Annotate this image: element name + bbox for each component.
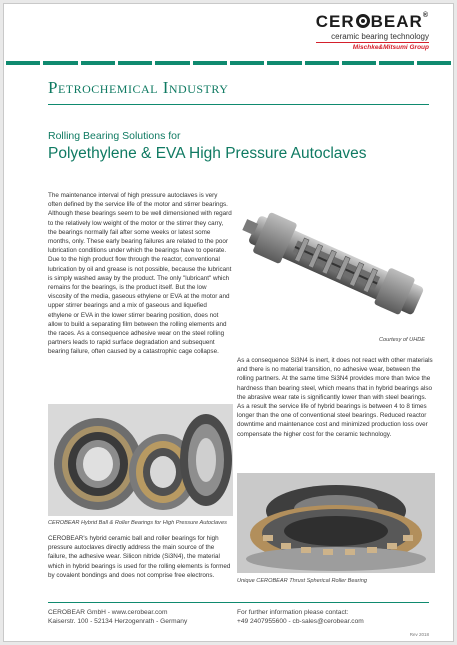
paragraph-hybrid-bearings: CEROBEAR's hybrid ceramic ball and roller bearings for high pressure autoclaves directly address the main source of the failure, the adhesive wear. Silicon nitride (Si3N4), the material which in hybrid bearings is used for the rolling elements is formed by covalent bondings and does not comprise free electrons. [48,535,231,579]
logo-group-name: Mischke&Mitsumi Group [316,42,429,51]
logo-wordmark: CER BEAR® [315,12,429,31]
section-title: Petrochemical Industry [48,78,229,97]
footer-contact [237,608,364,626]
cerobear-logo [316,12,429,51]
hybrid-bearings-image [48,404,233,516]
paragraph-intro: The maintenance interval of high pressure autoclaves is very often defined by the service life of the motor and stirrer bearings. Although these bearings seem to be well dimensioned with regard to the relatively low weight of the motor or the stirrer they carry, the bearings normally fail after some weeks or latest some months, only. These early bearing failures are related to the poor lubrication conditions under which the bearings have to operate. Due to the high product flow through the reactor, conventional lubrication by oil and grease is not possible, because the lubricant is simply washed away by the product. The only "lubricant" which remains for the bearings, is the product itself. But the low viscosity of the media, gaseous ethylene or EVA at the motor and upper stirrer bearings and a mix of gaseous and liquefied ethylene or EVA in the lower stirrer bearing position, does not allow to build a separating film between the rolling elements and the races. As a consequence adhesive wear on the steel rolling partners leads to rapid surface degradation and subsequent bearing failure, often caused by a catastrophic cage collapse. [48,192,232,356]
footer-contact-info: +49 2407955600 - cb-sales@cerobear.com [237,618,364,625]
thrust-image-caption: Unique CEROBEAR Thrust Spherical Roller Bearing [237,578,367,584]
datasheet-page [3,3,454,642]
footer-divider [48,602,429,603]
document-number: Rev 2018 [409,632,429,637]
footer-company [48,608,187,626]
logo-bearing-icon [356,14,370,28]
bearings-image-caption: CEROBEAR Hybrid Ball & Roller Bearings for High Pressure Autoclaves [48,520,227,526]
subtitle: Rolling Bearing Solutions for [48,130,181,142]
logo-tagline: ceramic bearing technology [331,32,429,41]
footer-company-line: CEROBEAR GmbH - www.cerobear.com [48,609,168,616]
autoclave-image-caption: Courtesy of UHDE [379,337,426,343]
footer-contact-label: For further information please contact: [237,609,349,616]
section-divider [48,104,429,105]
autoclave-cutaway-image [237,195,435,331]
header-stripe [4,61,453,65]
paragraph-silicon-nitride: As a consequence Si3N4 is inert, it does not react with other materials and there is no material transition, no adhesive wear, between the rolling partners. At the same time Si3N4 provides more than twice the hardness than bearing steel, which means that in hybrid bearings also the abrasive wear rate is significantly lower than with steel bearings. As a result the service life of hybrid bearings is between 4 to 8 times longer than the one of conventional steel bearings. Reduced reactor downtime and maintenance cost and minimized production loss over compensate the higher cost for the ceramic technology. [237,357,433,438]
page-title: Polyethylene & EVA High Pressure Autoclaves [48,145,367,162]
thrust-bearing-image [237,473,435,573]
footer-address: Kaiserstr. 100 - 52134 Herzogenrath - Germany [48,618,188,625]
